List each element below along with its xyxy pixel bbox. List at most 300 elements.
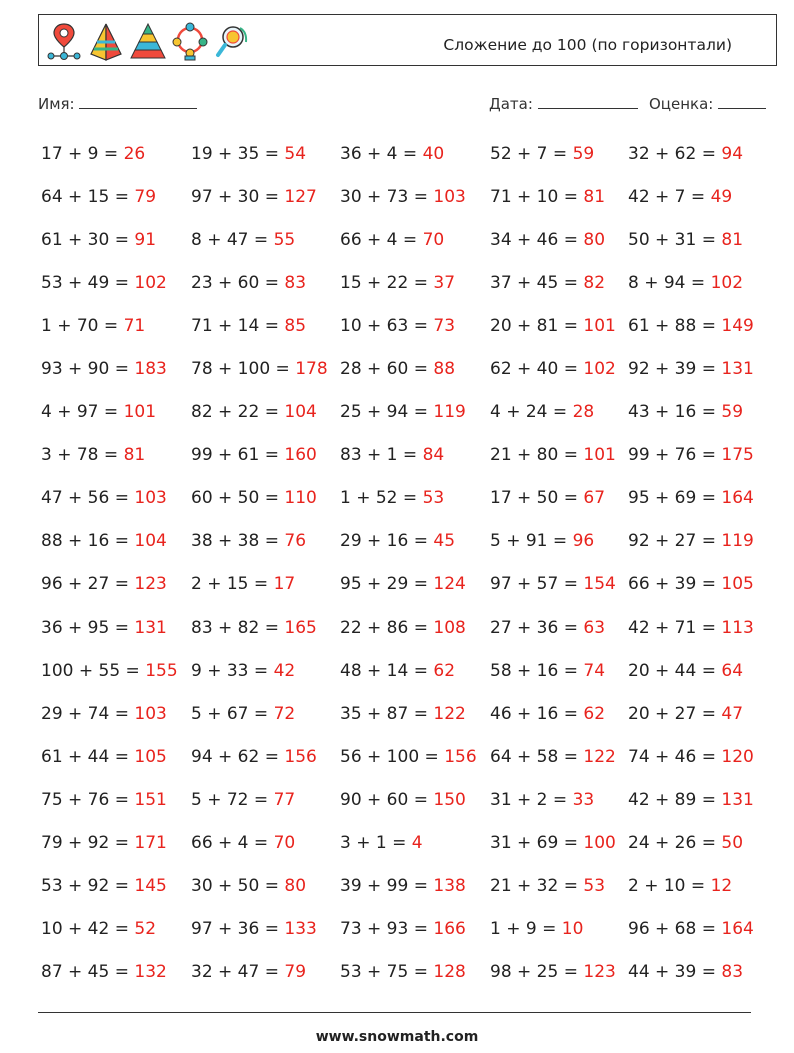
problem-answer: 122 <box>583 746 616 767</box>
problem-answer: 82 <box>583 273 606 294</box>
problem-answer: 81 <box>583 187 606 208</box>
problem-question: 42 + 7 = <box>628 187 711 208</box>
problem-row <box>41 649 781 692</box>
cycle-people-icon <box>171 20 209 62</box>
problem-cell <box>490 531 594 551</box>
problem-cell <box>628 574 754 594</box>
problem-question: 20 + 81 = <box>490 316 584 337</box>
problem-cell <box>490 316 616 336</box>
problem-question: 73 + 93 = <box>340 918 434 939</box>
problem-cell <box>490 144 594 164</box>
problem-cell <box>490 187 605 207</box>
problem-question: 27 + 36 = <box>490 617 584 638</box>
problem-cell <box>628 230 743 250</box>
problem-cell <box>41 876 167 896</box>
problem-question: 42 + 71 = <box>628 617 722 638</box>
problem-cell <box>340 661 455 681</box>
problem-question: 22 + 86 = <box>340 617 434 638</box>
problem-grid <box>41 132 781 993</box>
magnifier-icon <box>213 20 251 62</box>
problem-answer: 103 <box>433 187 466 208</box>
problem-question: 99 + 76 = <box>628 445 722 466</box>
problem-question: 93 + 90 = <box>41 359 135 380</box>
problem-cell <box>191 833 295 853</box>
problem-answer: 85 <box>284 316 307 337</box>
problem-cell <box>191 273 306 293</box>
problem-question: 88 + 16 = <box>41 531 135 552</box>
problem-answer: 108 <box>433 617 466 638</box>
layered-triangle-icon <box>129 20 167 62</box>
problem-cell <box>41 187 156 207</box>
problem-answer: 138 <box>433 875 466 896</box>
problem-answer: 53 <box>583 875 606 896</box>
problem-answer: 42 <box>273 660 296 681</box>
problem-cell <box>490 704 605 724</box>
problem-cell <box>191 488 317 508</box>
problem-cell <box>490 790 594 810</box>
problem-cell <box>628 962 743 982</box>
problem-answer: 103 <box>134 488 167 509</box>
grade-label: Оценка: <box>649 95 714 113</box>
problem-answer: 49 <box>710 187 733 208</box>
problem-answer: 124 <box>433 574 466 595</box>
problem-question: 96 + 27 = <box>41 574 135 595</box>
problem-answer: 53 <box>422 488 445 509</box>
problem-cell <box>191 790 295 810</box>
problem-cell <box>340 445 444 465</box>
problem-answer: 171 <box>134 832 167 853</box>
problem-answer: 55 <box>273 230 296 251</box>
problem-row <box>41 821 781 864</box>
problem-question: 31 + 2 = <box>490 789 573 810</box>
problem-question: 99 + 61 = <box>191 445 285 466</box>
problem-answer: 127 <box>284 187 317 208</box>
problem-question: 5 + 72 = <box>191 789 274 810</box>
problem-question: 43 + 16 = <box>628 402 722 423</box>
problem-question: 96 + 68 = <box>628 918 722 939</box>
problem-question: 66 + 4 = <box>191 832 274 853</box>
problem-answer: 183 <box>134 359 167 380</box>
problem-question: 61 + 44 = <box>41 746 135 767</box>
problem-question: 36 + 95 = <box>41 617 135 638</box>
problem-cell <box>41 488 167 508</box>
problem-cell <box>191 876 306 896</box>
problem-row <box>41 175 781 218</box>
problem-cell <box>628 402 743 422</box>
problem-cell <box>628 488 754 508</box>
problem-row <box>41 347 781 390</box>
problem-cell <box>340 230 444 250</box>
problem-row <box>41 606 781 649</box>
problem-question: 37 + 45 = <box>490 273 584 294</box>
problem-answer: 50 <box>721 832 744 853</box>
problem-question: 60 + 50 = <box>191 488 285 509</box>
problem-row <box>41 476 781 519</box>
problem-answer: 123 <box>134 574 167 595</box>
problem-question: 36 + 4 = <box>340 144 423 164</box>
problem-cell <box>340 574 466 594</box>
problem-question: 32 + 47 = <box>191 961 285 982</box>
problem-question: 10 + 63 = <box>340 316 434 337</box>
header-icons <box>45 19 251 63</box>
problem-cell <box>191 919 317 939</box>
problem-answer: 64 <box>721 660 744 681</box>
problem-row <box>41 907 781 950</box>
problem-answer: 17 <box>273 574 296 595</box>
problem-cell <box>41 402 156 422</box>
problem-question: 17 + 50 = <box>490 488 584 509</box>
problem-cell <box>41 230 156 250</box>
problem-question: 90 + 60 = <box>340 789 434 810</box>
problem-answer: 110 <box>284 488 317 509</box>
problem-cell <box>41 661 178 681</box>
problem-answer: 132 <box>134 961 167 982</box>
name-line[interactable] <box>79 94 197 109</box>
problem-cell <box>41 144 145 164</box>
problem-question: 34 + 46 = <box>490 230 584 251</box>
problem-cell <box>41 359 167 379</box>
problem-cell <box>340 876 466 896</box>
problem-question: 17 + 9 = <box>41 144 124 164</box>
problem-row <box>41 778 781 821</box>
problem-row <box>41 261 781 304</box>
problem-question: 97 + 30 = <box>191 187 285 208</box>
problem-cell <box>41 273 167 293</box>
problem-cell <box>191 618 317 638</box>
problem-answer: 119 <box>721 531 754 552</box>
problem-answer: 47 <box>721 703 744 724</box>
problem-row <box>41 218 781 261</box>
problem-answer: 63 <box>583 617 606 638</box>
problem-cell <box>490 747 616 767</box>
problem-cell <box>628 747 754 767</box>
problem-cell <box>191 962 306 982</box>
problem-answer: 156 <box>284 746 317 767</box>
problem-answer: 166 <box>433 918 466 939</box>
problem-cell <box>41 574 167 594</box>
problem-row <box>41 864 781 907</box>
problem-question: 95 + 29 = <box>340 574 434 595</box>
problem-cell <box>340 790 466 810</box>
problem-answer: 77 <box>273 789 296 810</box>
problem-answer: 133 <box>284 918 317 939</box>
problem-row <box>41 562 781 605</box>
problem-answer: 175 <box>721 445 754 466</box>
problem-question: 58 + 16 = <box>490 660 584 681</box>
problem-question: 92 + 27 = <box>628 531 722 552</box>
problem-cell <box>41 531 167 551</box>
problem-answer: 131 <box>134 617 167 638</box>
problem-answer: 105 <box>721 574 754 595</box>
problem-answer: 33 <box>572 789 595 810</box>
name-field[interactable] <box>38 94 197 113</box>
problem-question: 71 + 14 = <box>191 316 285 337</box>
problem-answer: 100 <box>583 832 616 853</box>
problem-answer: 37 <box>433 273 456 294</box>
problem-answer: 145 <box>134 875 167 896</box>
problem-cell <box>340 273 455 293</box>
problem-answer: 128 <box>433 961 466 982</box>
problem-question: 30 + 73 = <box>340 187 434 208</box>
problem-cell <box>340 316 455 336</box>
problem-question: 30 + 50 = <box>191 875 285 896</box>
problem-question: 35 + 87 = <box>340 703 434 724</box>
problem-question: 4 + 24 = <box>490 402 573 423</box>
problem-answer: 155 <box>145 660 178 681</box>
footer-divider <box>38 1012 751 1013</box>
worksheet-title: Сложение до 100 (по горизонтали) <box>443 36 732 54</box>
problem-cell <box>628 919 754 939</box>
problem-cell <box>490 876 605 896</box>
problem-cell <box>490 962 616 982</box>
problem-cell <box>41 316 145 336</box>
problem-row <box>41 692 781 735</box>
problem-answer: 178 <box>295 359 328 380</box>
problem-cell <box>340 187 466 207</box>
problem-answer: 52 <box>134 918 157 939</box>
problem-answer: 79 <box>284 961 307 982</box>
problem-answer: 80 <box>284 875 307 896</box>
problem-question: 62 + 40 = <box>490 359 584 380</box>
problem-answer: 62 <box>433 660 456 681</box>
problem-answer: 67 <box>583 488 606 509</box>
problem-answer: 40 <box>422 144 445 164</box>
problem-cell <box>340 144 444 164</box>
problem-question: 53 + 49 = <box>41 273 135 294</box>
problem-question: 21 + 80 = <box>490 445 584 466</box>
problem-question: 83 + 82 = <box>191 617 285 638</box>
problem-answer: 70 <box>273 832 296 853</box>
problem-question: 15 + 22 = <box>340 273 434 294</box>
problem-answer: 72 <box>273 703 296 724</box>
problem-answer: 104 <box>134 531 167 552</box>
problem-answer: 101 <box>583 316 616 337</box>
problem-question: 5 + 67 = <box>191 703 274 724</box>
problem-row <box>41 735 781 778</box>
problem-cell <box>191 402 317 422</box>
problem-answer: 62 <box>583 703 606 724</box>
problem-question: 53 + 92 = <box>41 875 135 896</box>
problem-cell <box>490 445 616 465</box>
problem-cell <box>490 919 583 939</box>
problem-cell <box>340 531 455 551</box>
problem-cell <box>191 144 306 164</box>
date-label: Дата: <box>489 95 533 113</box>
problem-cell <box>490 618 605 638</box>
problem-answer: 164 <box>721 918 754 939</box>
problem-question: 21 + 32 = <box>490 875 584 896</box>
problem-answer: 79 <box>134 187 157 208</box>
map-pin-icon <box>45 20 83 62</box>
grade-line[interactable] <box>718 94 766 109</box>
pyramid-icon <box>87 20 125 62</box>
problem-question: 20 + 27 = <box>628 703 722 724</box>
problem-cell <box>628 359 754 379</box>
problem-answer: 74 <box>583 660 606 681</box>
problem-question: 75 + 76 = <box>41 789 135 810</box>
problem-answer: 123 <box>583 961 616 982</box>
problem-answer: 4 <box>411 832 423 853</box>
problem-cell <box>490 230 605 250</box>
problem-answer: 28 <box>572 402 595 423</box>
problem-question: 39 + 99 = <box>340 875 434 896</box>
problem-cell <box>340 747 477 767</box>
problem-cell <box>490 488 605 508</box>
problem-question: 10 + 42 = <box>41 918 135 939</box>
problem-answer: 101 <box>123 402 157 423</box>
problem-question: 83 + 1 = <box>340 445 423 466</box>
problem-question: 92 + 39 = <box>628 359 722 380</box>
problem-question: 5 + 91 = <box>490 531 573 552</box>
problem-row <box>41 304 781 347</box>
name-label: Имя: <box>38 95 75 113</box>
problem-cell <box>340 919 466 939</box>
problem-question: 94 + 62 = <box>191 746 285 767</box>
problem-answer: 76 <box>284 531 307 552</box>
problem-cell <box>191 445 317 465</box>
problem-question: 23 + 60 = <box>191 273 285 294</box>
problem-answer: 102 <box>710 273 744 294</box>
problem-question: 87 + 45 = <box>41 961 135 982</box>
problem-answer: 131 <box>721 789 754 810</box>
problem-question: 61 + 88 = <box>628 316 722 337</box>
problem-question: 47 + 56 = <box>41 488 135 509</box>
problem-cell <box>628 876 732 896</box>
problem-question: 100 + 55 = <box>41 660 146 681</box>
problem-cell <box>41 790 167 810</box>
header-box <box>38 14 777 66</box>
problem-cell <box>41 962 167 982</box>
problem-question: 8 + 47 = <box>191 230 274 251</box>
problem-question: 31 + 69 = <box>490 832 584 853</box>
problem-answer: 71 <box>123 316 146 337</box>
problem-cell <box>628 531 754 551</box>
problem-cell <box>191 230 295 250</box>
problem-answer: 70 <box>422 230 445 251</box>
problem-answer: 105 <box>134 746 167 767</box>
date-line[interactable] <box>538 94 638 109</box>
problem-cell <box>41 618 167 638</box>
problem-cell <box>490 833 616 853</box>
problem-answer: 120 <box>721 746 754 767</box>
problem-answer: 113 <box>721 617 754 638</box>
problem-cell <box>340 402 466 422</box>
problem-cell <box>490 574 616 594</box>
problem-cell <box>628 618 754 638</box>
problem-question: 29 + 16 = <box>340 531 434 552</box>
problem-cell <box>628 316 754 336</box>
problem-cell <box>41 704 167 724</box>
problem-question: 64 + 58 = <box>490 746 584 767</box>
problem-row <box>41 433 781 476</box>
problem-answer: 59 <box>721 402 744 423</box>
problem-answer: 165 <box>284 617 317 638</box>
problem-answer: 103 <box>134 703 167 724</box>
problem-answer: 45 <box>433 531 456 552</box>
problem-question: 56 + 100 = <box>340 746 445 767</box>
problem-cell <box>628 833 743 853</box>
problem-answer: 83 <box>721 961 744 982</box>
problem-question: 24 + 26 = <box>628 832 722 853</box>
problem-answer: 10 <box>561 918 584 939</box>
problem-answer: 150 <box>433 789 466 810</box>
problem-row <box>41 950 781 993</box>
problem-cell <box>628 445 754 465</box>
problem-answer: 151 <box>134 789 167 810</box>
problem-cell <box>340 359 455 379</box>
problem-question: 66 + 4 = <box>340 230 423 251</box>
problem-answer: 122 <box>433 703 466 724</box>
problem-question: 50 + 31 = <box>628 230 722 251</box>
problem-question: 4 + 97 = <box>41 402 124 423</box>
problem-cell <box>628 790 754 810</box>
problem-answer: 26 <box>123 144 146 164</box>
problem-question: 29 + 74 = <box>41 703 135 724</box>
problem-cell <box>191 316 306 336</box>
problem-question: 71 + 10 = <box>490 187 584 208</box>
problem-answer: 94 <box>721 144 744 164</box>
problem-question: 48 + 14 = <box>340 660 434 681</box>
problem-cell <box>628 187 732 207</box>
problem-question: 97 + 57 = <box>490 574 584 595</box>
problem-question: 19 + 35 = <box>191 144 285 164</box>
problem-question: 1 + 70 = <box>41 316 124 337</box>
problem-question: 74 + 46 = <box>628 746 722 767</box>
problem-question: 98 + 25 = <box>490 961 584 982</box>
problem-cell <box>490 359 616 379</box>
problem-answer: 81 <box>721 230 744 251</box>
problem-cell <box>191 359 328 379</box>
problem-answer: 91 <box>134 230 157 251</box>
problem-question: 25 + 94 = <box>340 402 434 423</box>
problem-answer: 83 <box>284 273 307 294</box>
problem-row <box>41 519 781 562</box>
problem-answer: 73 <box>433 316 456 337</box>
problem-question: 2 + 15 = <box>191 574 274 595</box>
problem-answer: 102 <box>134 273 167 294</box>
problem-cell <box>41 919 156 939</box>
problem-question: 46 + 16 = <box>490 703 584 724</box>
problem-cell <box>340 704 466 724</box>
problem-answer: 102 <box>583 359 616 380</box>
problem-answer: 104 <box>284 402 317 423</box>
problem-answer: 164 <box>721 488 754 509</box>
problem-question: 64 + 15 = <box>41 187 135 208</box>
problem-cell <box>41 833 167 853</box>
problem-cell <box>191 704 295 724</box>
problem-answer: 54 <box>284 144 307 164</box>
grade-field[interactable] <box>649 94 766 113</box>
date-field[interactable] <box>489 94 638 113</box>
problem-answer: 84 <box>422 445 445 466</box>
problem-answer: 59 <box>572 144 595 164</box>
problem-answer: 101 <box>583 445 616 466</box>
problem-question: 2 + 10 = <box>628 875 711 896</box>
problem-row <box>41 132 781 175</box>
problem-cell <box>191 187 317 207</box>
problem-cell <box>340 488 444 508</box>
problem-question: 8 + 94 = <box>628 273 711 294</box>
problem-question: 9 + 33 = <box>191 660 274 681</box>
problem-answer: 131 <box>721 359 754 380</box>
problem-row <box>41 390 781 433</box>
problem-cell <box>628 144 743 164</box>
problem-question: 66 + 39 = <box>628 574 722 595</box>
problem-question: 97 + 36 = <box>191 918 285 939</box>
problem-question: 53 + 75 = <box>340 961 434 982</box>
problem-question: 79 + 92 = <box>41 832 135 853</box>
problem-cell <box>41 747 167 767</box>
